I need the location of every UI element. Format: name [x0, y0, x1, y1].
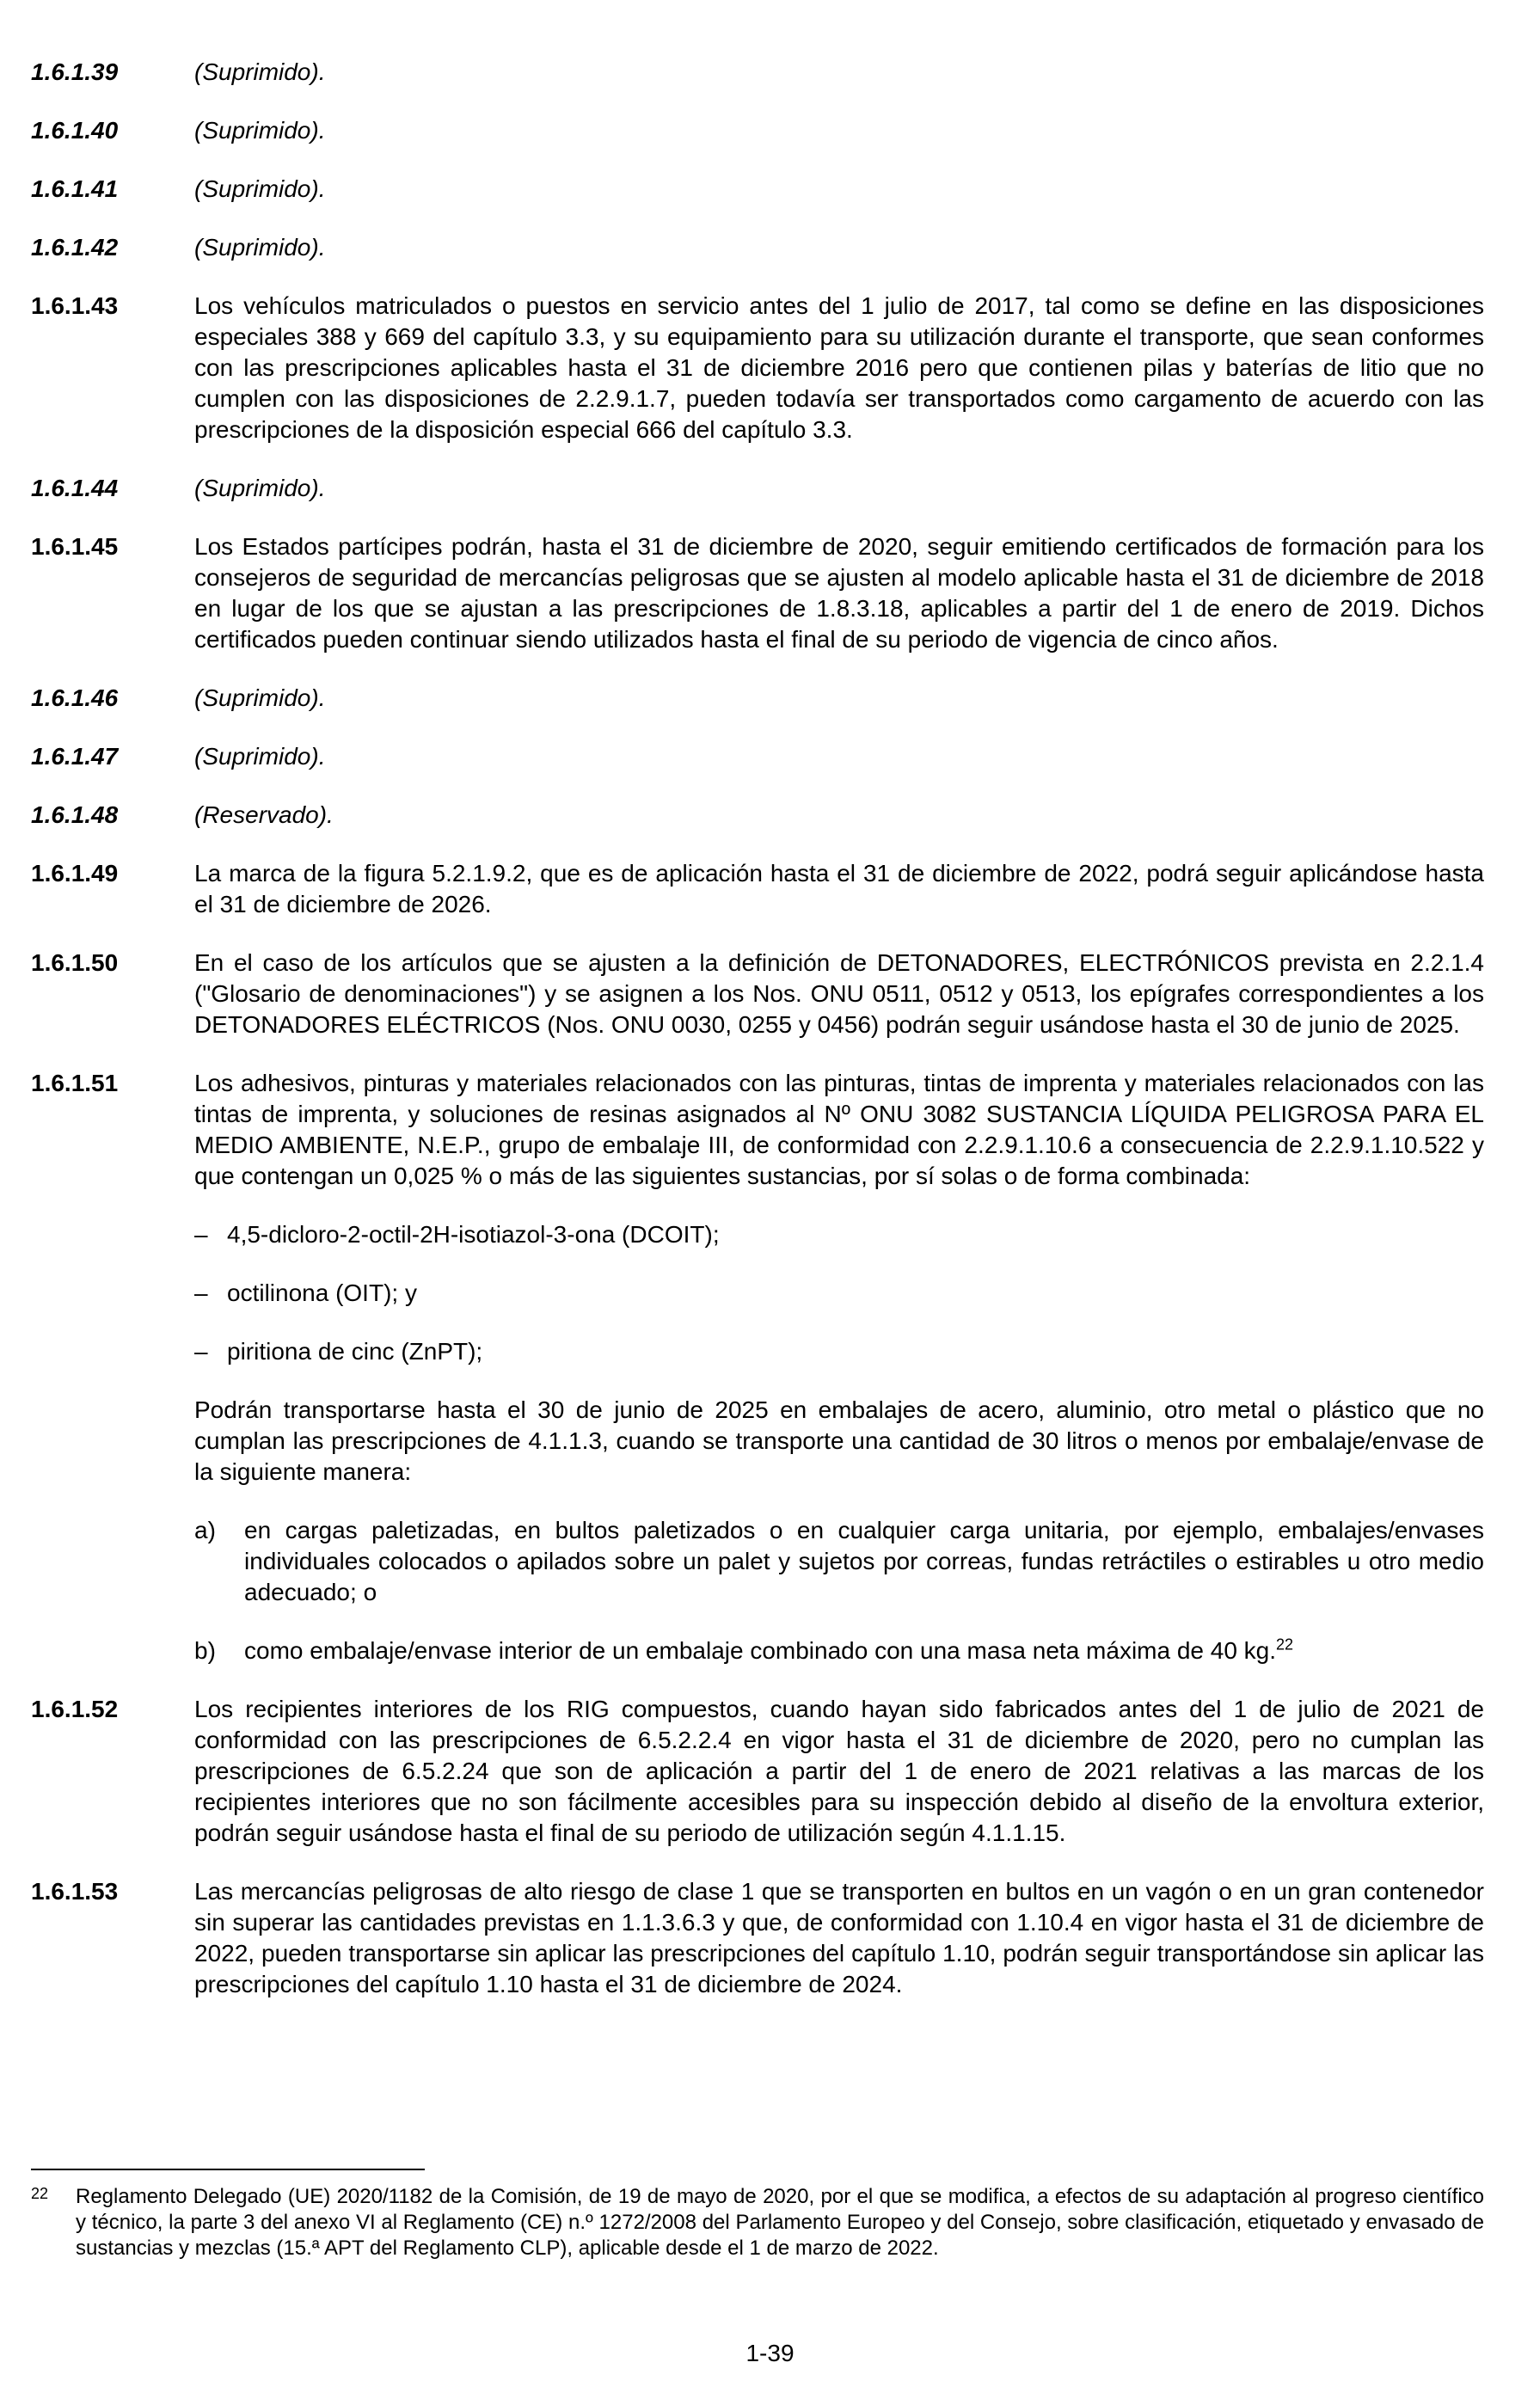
- entry-number: 1.6.1.52: [31, 1696, 119, 1722]
- entry-text: Las mercancías peligrosas de alto riesgo de clase 1 que se transporten en bultos en un vagón o en un gran contenedor sin superar las cantidades previstas en 1.1.3.6.3 y que, de conformidad con 1.10.4 en vigor hasta el 31 de diciembre de 2022, pueden transportarse sin aplicar las prescripciones del capítulo 1.10, podrán seguir transportándose sin aplicar las prescripciones del capítulo 1.10 hasta el 31 de diciembre de 2024.: [194, 1878, 1484, 1997]
- page-number: 1-39: [745, 2340, 795, 2366]
- list-letter: b): [194, 1637, 216, 1664]
- entry-text: (Suprimido).: [194, 117, 326, 144]
- entry-1-6-1-42: [31, 232, 1484, 263]
- entry-1-6-1-51: [31, 1068, 1484, 1666]
- entry-number: 1.6.1.49: [31, 860, 119, 887]
- entry-1-6-1-40: [31, 115, 1484, 146]
- entry-1-6-1-48: [31, 800, 1484, 831]
- entry-number: 1.6.1.41: [31, 175, 119, 202]
- packaging-options-list: [194, 1515, 1484, 1666]
- entry-number: 1.6.1.43: [31, 292, 119, 319]
- entry-1-6-1-44: [31, 473, 1484, 504]
- entry-1-6-1-52: [31, 1694, 1484, 1849]
- footnote-ref[interactable]: 22: [1276, 1635, 1294, 1654]
- entry-1-6-1-43: [31, 291, 1484, 445]
- entry-1-6-1-47: [31, 741, 1484, 772]
- entry-text: (Suprimido).: [194, 475, 326, 501]
- entry-number: 1.6.1.40: [31, 117, 119, 144]
- footnote-separator: [31, 2169, 425, 2170]
- entry-1-6-1-39: [31, 57, 1484, 88]
- entry-text: (Reservado).: [194, 801, 334, 828]
- entry-number: 1.6.1.47: [31, 743, 119, 770]
- entry-number: 1.6.1.45: [31, 533, 119, 560]
- footnote-mark: 22: [31, 2185, 49, 2202]
- entry-text: (Suprimido).: [194, 234, 326, 261]
- entry-number: 1.6.1.44: [31, 475, 119, 501]
- dash-bullet: –: [194, 1221, 208, 1248]
- entry-1-6-1-46: [31, 683, 1484, 714]
- entry-number: 1.6.1.48: [31, 801, 119, 828]
- entry-text: (Suprimido).: [194, 684, 326, 711]
- list-item-text: como embalaje/envase interior de un embalaje combinado con una masa neta máxima de 40 kg.: [244, 1637, 1277, 1664]
- footnote-text: Reglamento Delegado (UE) 2020/1182 de la Comisión, de 19 de mayo de 2020, por el que se modifica, a efectos de su adaptación al progreso científico y técnico, la parte 3 del anexo VI al Reglamento (CE) n.º 1272/2008 del Parlamento Europeo y del Consejo, sobre clasificación, etiquetado y envasado de sustancias y mezclas (15.ª APT del Reglamento CLP), aplicable desde el 1 de marzo de 2022.: [76, 2185, 1484, 2260]
- list-item-text: piritiona de cinc (ZnPT);: [227, 1338, 483, 1365]
- list-item-text: octilinona (OIT); y: [227, 1279, 417, 1306]
- entry-text: Los vehículos matriculados o puestos en servicio antes del 1 julio de 2017, tal como se define en las disposiciones especiales 388 y 669 del capítulo 3.3, y su equipamiento para su utilización durante el transporte, que sean conformes con las prescripciones aplicables hasta el 31 de diciembre 2016 pero que contienen pilas y baterías de litio que no cumplen con las disposiciones de 2.2.9.1.7, pueden todavía ser transportados como cargamento de acuerdo con las prescripciones de la disposición especial 666 del capítulo 3.3.: [194, 292, 1484, 443]
- dash-bullet: –: [194, 1338, 208, 1365]
- entry-text: (Suprimido).: [194, 175, 326, 202]
- entry-text: (Suprimido).: [194, 743, 326, 770]
- list-letter: a): [194, 1517, 216, 1543]
- entry-text: (Suprimido).: [194, 58, 326, 85]
- entry-1-6-1-45: [31, 531, 1484, 655]
- dash-bullet: –: [194, 1279, 208, 1306]
- list-item-body: [244, 1635, 1484, 1666]
- entry-text: La marca de la figura 5.2.1.9.2, que es de aplicación hasta el 31 de diciembre de 2022, podrá seguir aplicándose hasta el 31 de diciembre de 2026.: [194, 860, 1484, 917]
- substance-list: [194, 1219, 1484, 1367]
- entry-number: 1.6.1.42: [31, 234, 119, 261]
- list-item: [194, 1336, 1484, 1367]
- entry-number: 1.6.1.39: [31, 58, 119, 85]
- entry-number: 1.6.1.51: [31, 1070, 119, 1096]
- entries-list: [31, 57, 1484, 2028]
- footnote: [31, 2184, 1484, 2261]
- list-item: [194, 1635, 1484, 1666]
- list-item: [194, 1219, 1484, 1250]
- entry-1-6-1-53: [31, 1876, 1484, 2000]
- entry-text: En el caso de los artículos que se ajusten a la definición de DETONADORES, ELECTRÓNICOS prevista en 2.2.1.4 ("Glosario de denominaciones") y se asignen a los Nos. ONU 0511, 0512 y 0513, los epígrafes correspondientes a los DETONADORES ELÉCTRICOS (Nos. ONU 0030, 0255 y 0456) podrán seguir usándose hasta el 30 de junio de 2025.: [194, 949, 1484, 1038]
- list-item-text: 4,5-dicloro-2-octil-2H-isotiazol-3-ona (DCOIT);: [227, 1221, 720, 1248]
- entry-paragraph: Podrán transportarse hasta el 30 de junio de 2025 en embalajes de acero, aluminio, otro metal o plástico que no cumplan las prescripciones de 4.1.1.3, cuando se transporte una cantidad de 30 litros o menos por embalaje/envase de la siguiente manera:: [194, 1396, 1484, 1485]
- entry-number: 1.6.1.53: [31, 1878, 119, 1905]
- list-item-text: en cargas paletizadas, en bultos paletizados o en cualquier carga unitaria, por ejemplo, embalajes/envases individuales colocados o apilados sobre un palet y sujetos por correas, fundas retráctiles o estirables u otro medio adecuado; o: [244, 1517, 1484, 1605]
- list-item: [194, 1278, 1484, 1309]
- entry-text: Los Estados partícipes podrán, hasta el 31 de diciembre de 2020, seguir emitiendo certificados de formación para los consejeros de seguridad de mercancías peligrosas que se ajusten al modelo aplicable hasta el 31 de diciembre de 2018 en lugar de los que se ajustan a las prescripciones de 1.8.3.18, aplicables a partir del 1 de enero de 2019. Dichos certificados pueden continuar siendo utilizados hasta el final de su periodo de vigencia de cinco años.: [194, 533, 1484, 653]
- entry-number: 1.6.1.50: [31, 949, 119, 976]
- entry-text: Los recipientes interiores de los RIG compuestos, cuando hayan sido fabricados antes del 1 de julio de 2021 de conformidad con las prescripciones de 6.5.2.2.4 en vigor hasta el 31 de diciembre de 2020, pero no cumplan las prescripciones de 6.5.2.24 que son de aplicación a partir del 1 de enero de 2021 relativas a las marcas de los recipientes interiores que no son fácilmente accesibles para su inspección debido al diseño de la envoltura exterior, podrán seguir usándose hasta el final de su periodo de utilización según 4.1.1.15.: [194, 1696, 1484, 1846]
- entry-1-6-1-41: [31, 174, 1484, 205]
- list-item: [194, 1515, 1484, 1608]
- entry-text: Los adhesivos, pinturas y materiales relacionados con las pinturas, tintas de imprenta y materiales relacionados con las tintas de imprenta, y soluciones de resinas asignados al Nº ONU 3082 SUSTANCIA LÍQUIDA PELIGROSA PARA EL MEDIO AMBIENTE, N.E.P., grupo de embalaje III, de conformidad con 2.2.9.1.10.6 a consecuencia de 2.2.9.1.10.522 y que contengan un 0,025 % o más de las siguientes sustancias, por sí solas o de forma combinada:: [194, 1070, 1484, 1189]
- entry-1-6-1-50: [31, 948, 1484, 1040]
- entry-number: 1.6.1.46: [31, 684, 119, 711]
- entry-1-6-1-49: [31, 858, 1484, 920]
